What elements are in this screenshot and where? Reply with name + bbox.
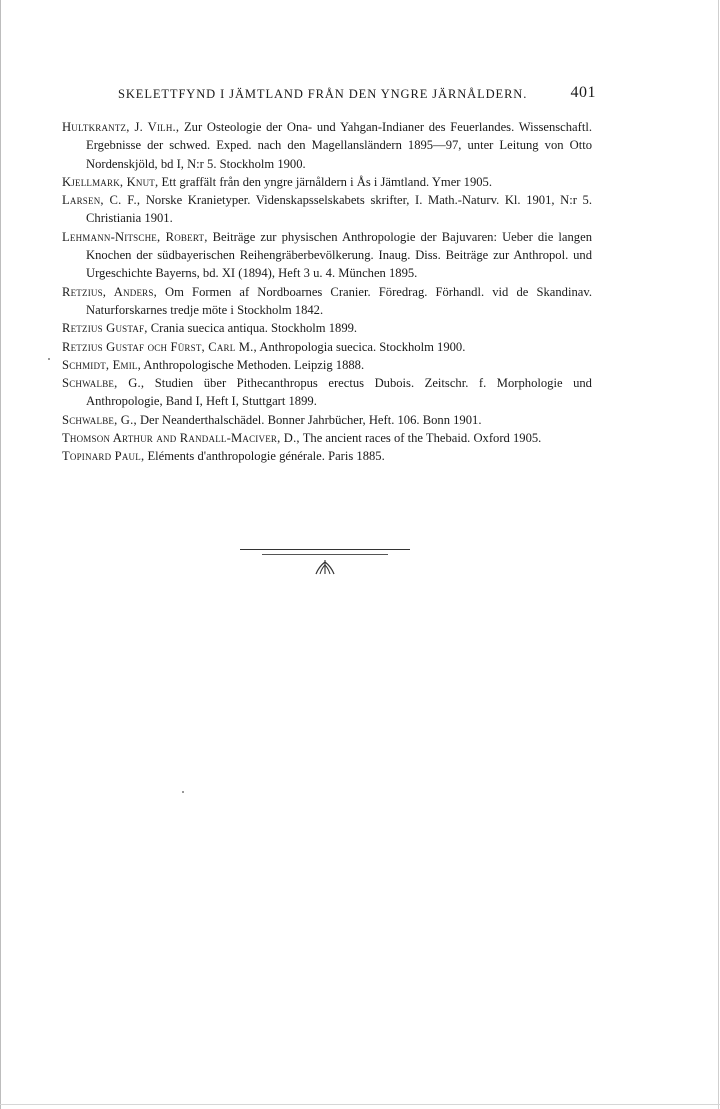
reference-author: Thomson Arthur and Randall-Maciver, D., [62, 431, 300, 446]
reference-author: Kjellmark, Knut, [62, 174, 159, 189]
reference-author: Schmidt, Emil, [62, 357, 141, 372]
reference-author: Larsen, C. F., [62, 193, 141, 208]
paper-speck [182, 791, 184, 793]
reference-author: Topinard Paul, [62, 449, 145, 464]
reference-entry [62, 283, 592, 320]
reference-text: Anthropologia suecica. Stockholm 1900. [259, 339, 466, 354]
ornament-rule-top [240, 549, 410, 550]
reference-text: Om Formen af Nordboarnes Cranier. Föredrag. Förhandl. vid de Skandinav. Naturforskarnes tredje möte i Stockholm 1842. [86, 284, 592, 317]
reference-author: Retzius Gustaf och Fürst, Carl M., [62, 339, 257, 354]
running-title: SKELETTFYND I JÄMTLAND FRÅN DEN YNGRE JÄRNÅLDERN. [118, 87, 528, 101]
page-edge-left [0, 0, 1, 1109]
reference-author: Retzius, Anders, [62, 284, 157, 299]
reference-entry [62, 173, 592, 191]
reference-text: Der Neanderthalschädel. Bonner Jahrbücher, Heft. 106. Bonn 1901. [139, 412, 482, 427]
reference-author: Retzius Gustaf, [62, 321, 148, 336]
reference-entry [62, 429, 592, 447]
reference-text: Studien über Pithecanthropus erectus Dubois. Zeitschr. f. Morphologie und Anthropologie, Band I, Heft I, Stuttgart 1899. [86, 376, 592, 409]
reference-entry [62, 319, 592, 337]
bibliography-list [62, 118, 592, 466]
page-edge-bottom [0, 1104, 720, 1105]
reference-entry [62, 191, 592, 228]
reference-author: Schwalbe, G., [62, 412, 137, 427]
page-number: 401 [570, 84, 596, 101]
reference-text: The ancient races of the Thebaid. Oxford 1905. [302, 431, 542, 446]
reference-text: Anthropologische Methoden. Leipzig 1888. [143, 357, 365, 372]
reference-entry [62, 118, 592, 173]
reference-text: Eléments d'anthropologie générale. Paris 1885. [147, 449, 385, 464]
reference-entry [62, 411, 592, 429]
page-edge-right [718, 0, 719, 1109]
reference-author: Schwalbe, G., [62, 376, 145, 391]
reference-author: Lehmann-Nitsche, Robert, [62, 229, 208, 244]
paper-speck [48, 358, 50, 360]
reference-entry [62, 374, 592, 411]
reference-entry [62, 338, 592, 356]
reference-author: Hultkrantz, J. Vilh., [62, 120, 180, 134]
end-ornament [240, 549, 410, 579]
reference-text: Norske Kranietyper. Videnskapsselskabets skrifter, I. Math.-Naturv. Kl. 1901, N:r 5. Christiania 1901. [86, 193, 592, 226]
reference-text: Beiträge zur physischen Anthropologie der Bajuvaren: Ueber die langen Knochen der südbayerischen Reihengräberbevölkerung. Inaug. Diss. Beiträge zur Anthropol. und Urgeschichte Bayerns, bd. XI (1894), Heft 3 u. 4. München 1895. [86, 229, 592, 281]
reference-entry [62, 228, 592, 283]
fleuron-icon [314, 559, 336, 575]
reference-entry [62, 356, 592, 374]
reference-text: Crania suecica antiqua. Stockholm 1899. [150, 321, 358, 336]
ornament-rule-bottom [262, 554, 388, 555]
reference-entry [62, 447, 592, 465]
reference-text: Zur Osteologie der Ona- und Yahgan-Indianer des Feuerlandes. Wissenschaftl. Ergebnisse der schwed. Exped. nach den Magellansländern 1895—97, unter Leitung von Otto Nordenskjöld, bd I, N:r 5. Stockholm 1900. [86, 120, 592, 171]
reference-text: Ett graffält från den yngre järnåldern i Ås i Jämtland. Ymer 1905. [161, 174, 492, 189]
running-header [118, 84, 596, 108]
